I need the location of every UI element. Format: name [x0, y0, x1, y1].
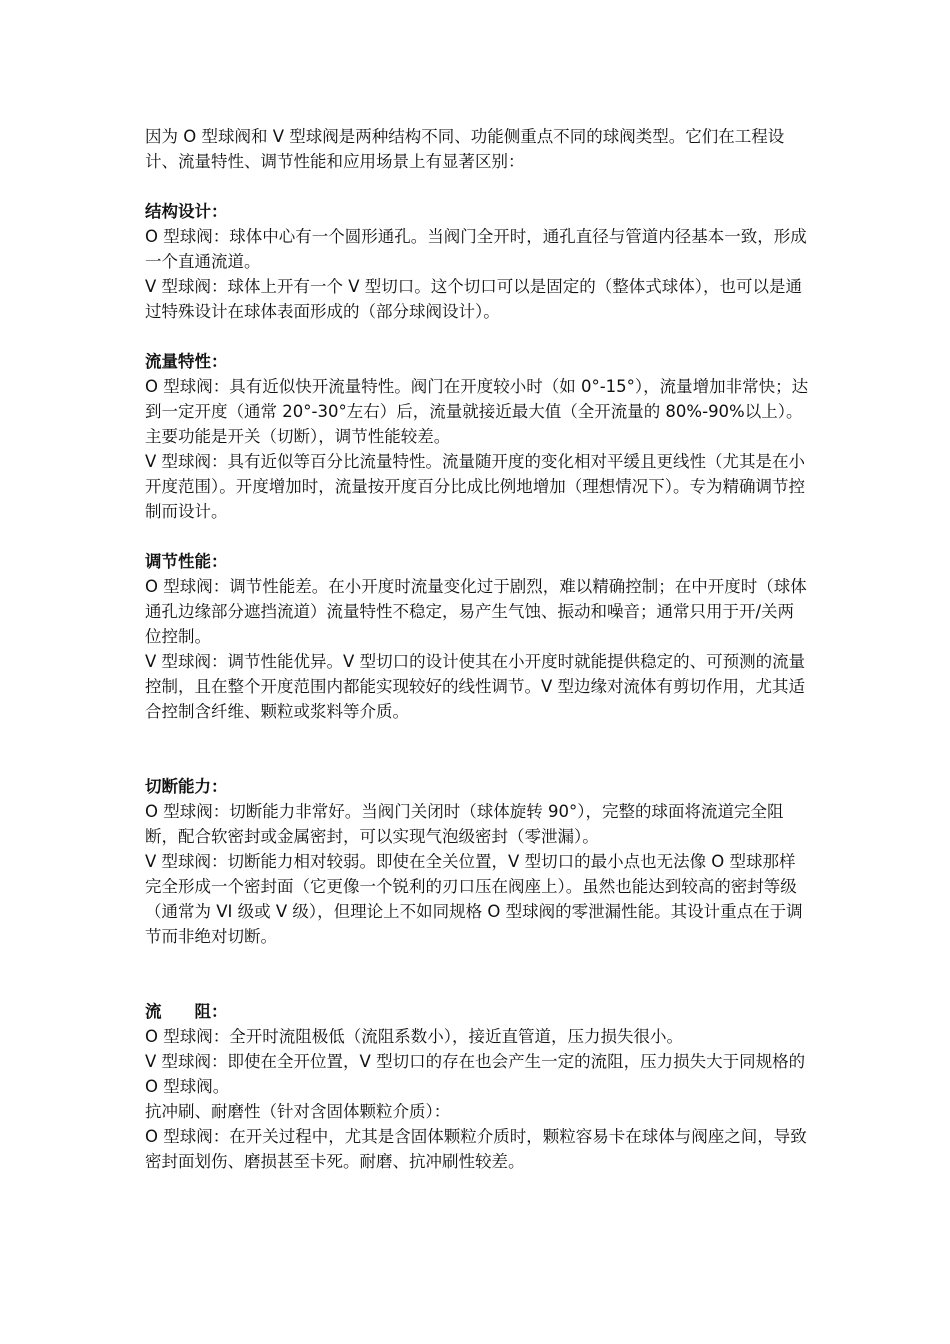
- section-title-structure: 结构设计：: [145, 202, 228, 221]
- section-spacer: [145, 324, 810, 349]
- paragraph-resistance-o-valve: O 型球阀：全开时流阻极低（流阻系数小），接近直管道，压力损失很小。: [145, 1027, 683, 1046]
- paragraph-shutoff-o-valve: O 型球阀：切断能力非常好。当阀门关闭时（球体旋转 90°），完整的球面将流道完全阻断，配合软密封或金属密封，可以实现气泡级密封（零泄漏）。: [145, 802, 784, 846]
- paragraph-resistance-v-valve: V 型球阀：即使在全开位置，V 型切口的存在也会产生一定的流阻，压力损失大于同规格的 O 型球阀。: [145, 1052, 806, 1096]
- paragraph-structure-v-valve: V 型球阀：球体上开有一个 V 型切口。这个切口可以是固定的（整体式球体），也可以是通过特殊设计在球体表面形成的（部分球阀设计）。: [145, 277, 803, 321]
- paragraph-flow-o-valve: O 型球阀：具有近似快开流量特性。阀门在开度较小时（如 0°-15°），流量增加非常快；达到一定开度（通常 20°-30°左右）后，流量就接近最大值（全开流量的 80%-90%以上）。主要功能是开关（切断），调节性能较差。: [145, 377, 809, 446]
- section-spacer: [145, 724, 810, 774]
- paragraph-structure-o-valve: O 型球阀：球体中心有一个圆形通孔。当阀门全开时，通孔直径与管道内径基本一致，形成一个直通流道。: [145, 227, 807, 271]
- intro-paragraph: 因为 O 型球阀和 V 型球阀是两种结构不同、功能侧重点不同的球阀类型。它们在工程设计、流量特性、调节性能和应用场景上有显著区别：: [145, 127, 785, 171]
- section-spacer: [145, 949, 810, 999]
- paragraph-shutoff-v-valve: V 型球阀：切断能力相对较弱。即使在全关位置，V 型切口的最小点也无法像 O 型球那样完全形成一个密封面（它更像一个锐利的刃口压在阀座上）。虽然也能达到较高的密封等级（通常为 VI 级或 V 级），但理论上不如同规格 O 型球阀的零泄漏性能。其设计重点在于调节而非绝对切断。: [145, 852, 803, 946]
- section-spacer: [145, 524, 810, 549]
- paragraph-flow-v-valve: V 型球阀：具有近似等百分比流量特性。流量随开度的变化相对平缓且更线性（尤其是在小开度范围）。开度增加时，流量按开度百分比成比例地增加（理想情况下）。专为精确调节控制而设计。: [145, 452, 806, 521]
- paragraph-erosion-o-valve: O 型球阀：在开关过程中，尤其是含固体颗粒介质时，颗粒容易卡在球体与阀座之间，导致密封面划伤、磨损甚至卡死。耐磨、抗冲刷性较差。: [145, 1127, 807, 1171]
- section-title-regulation: 调节性能：: [145, 552, 228, 571]
- document-page: [145, 124, 810, 1174]
- section-title-flow-resistance: 流 阻：: [145, 1002, 228, 1021]
- paragraph-regulation-v-valve: V 型球阀：调节性能优异。V 型切口的设计使其在小开度时就能提供稳定的、可预测的流量控制，且在整个开度范围内都能实现较好的线性调节。V 型边缘对流体有剪切作用，尤其适合控制含纤维、颗粒或浆料等介质。: [145, 652, 806, 721]
- paragraph-regulation-o-valve: O 型球阀：调节性能差。在小开度时流量变化过于剧烈，难以精确控制；在中开度时（球体通孔边缘部分遮挡流道）流量特性不稳定，易产生气蚀、振动和噪音；通常只用于开/关两位控制。: [145, 577, 807, 646]
- section-title-shutoff: 切断能力：: [145, 777, 228, 796]
- paragraph-erosion-heading: 抗冲刷、耐磨性（针对含固体颗粒介质）：: [145, 1102, 451, 1121]
- section-title-flow-characteristics: 流量特性：: [145, 352, 228, 371]
